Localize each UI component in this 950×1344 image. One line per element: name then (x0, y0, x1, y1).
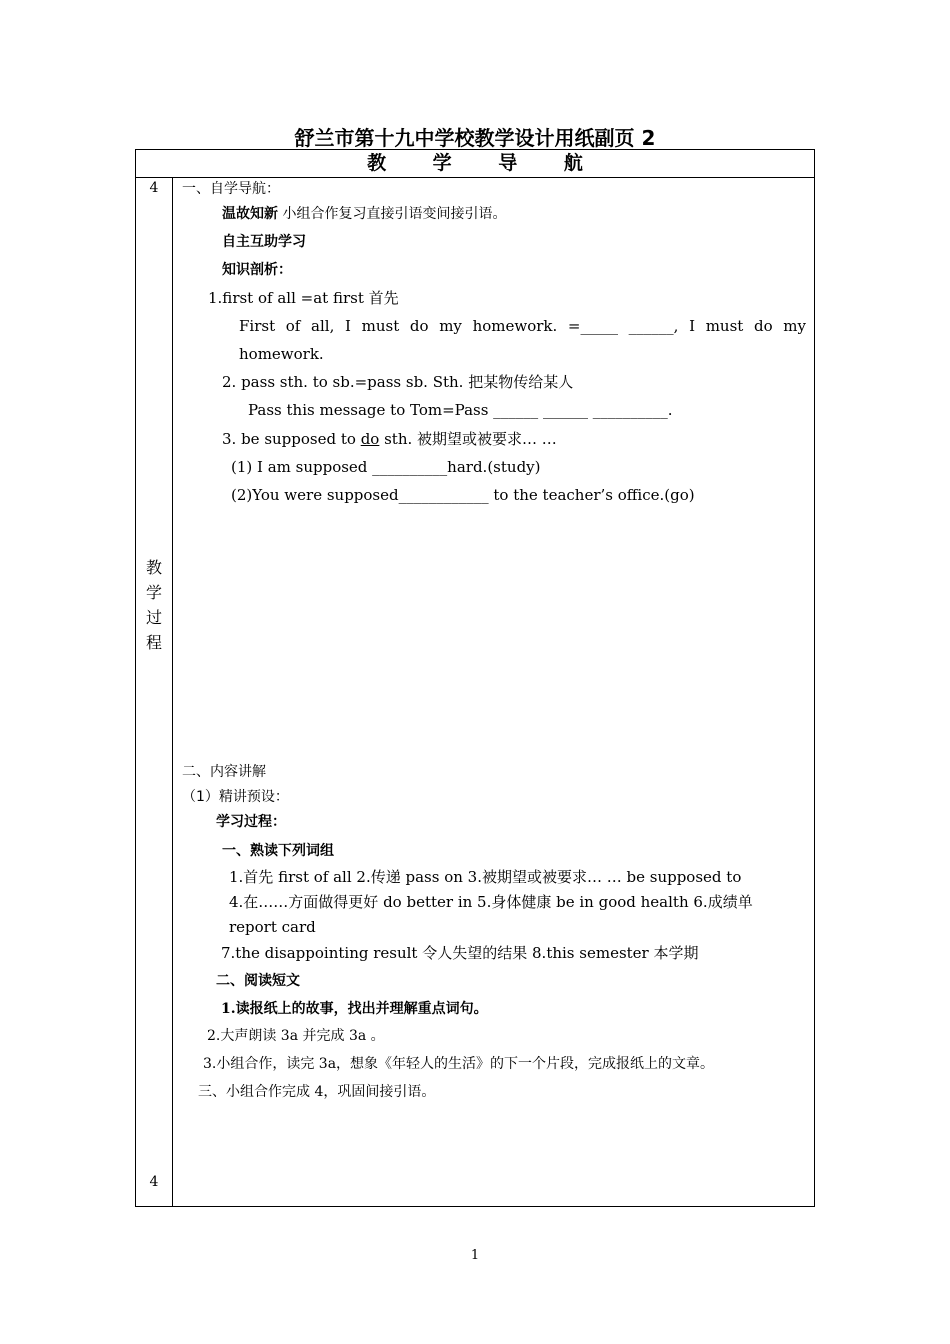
side-label-char: 过 (145, 608, 162, 627)
point-3-post: sth. 被期望或被要求… … (379, 430, 557, 448)
reading-task-1: 1.读报纸上的故事，找出并理解重点词句。 (221, 1001, 488, 1017)
side-label-char: 学 (145, 583, 162, 602)
section2-heading: 二、内容讲解 (182, 764, 266, 780)
analysis-heading: 知识剖析： (222, 262, 292, 278)
page-number: 1 (470, 1248, 480, 1263)
part1-heading: 一、熟读下列词组 (222, 843, 334, 859)
side-label-char: 程 (145, 633, 162, 652)
left-column (136, 178, 173, 1206)
point-3-example-2: (2)You were supposed____________ to the teacher’s office.(go) (231, 486, 695, 504)
section3-line: 三、小组合作完成 4，巩固间接引语。 (198, 1084, 436, 1100)
point-3 (222, 429, 557, 449)
point-3-do: do (360, 430, 380, 448)
phrase-line-4: 7.the disappointing result 令人失望的结果 8.this semester 本学期 (221, 944, 699, 962)
side-label-char: 教 (145, 558, 162, 577)
top-number: 4 (149, 180, 159, 196)
review-text: 小组合作复习直接引语变间接引语。 (278, 206, 507, 222)
process-heading: 学习过程： (216, 814, 286, 830)
section2-sub: （1）精讲预设： (182, 789, 289, 805)
table-header: 教 学 导 航 (136, 150, 814, 178)
review-title: 温故知新 (222, 206, 278, 222)
part2-heading: 二、阅读短文 (216, 973, 300, 989)
point-3-pre: 3. be supposed to (222, 430, 361, 448)
page-title: 舒兰市第十九中学校教学设计用纸副页 2 (294, 126, 656, 150)
phrase-line-1: 1.首先 first of all 2.传递 pass on 3.被期望或被要求… … be supposed to (229, 868, 742, 886)
point-3-example-1: (1) I am supposed __________hard.(study) (231, 458, 541, 476)
review-line (222, 204, 506, 224)
phrase-line-2: 4.在……方面做得更好 do better in 5.身体健康 be in good health 6.成绩单 (229, 893, 753, 911)
point-2-example: Pass this message to Tom=Pass ______ ______ __________. (248, 401, 673, 419)
bottom-number: 4 (149, 1174, 159, 1190)
phrase-line-3: report card (229, 918, 316, 936)
section1-heading: 一、自学导航： (182, 181, 280, 197)
self-study-heading: 自主互助学习 (222, 234, 306, 250)
side-label (136, 555, 172, 655)
reading-task-2: 2.大声朗读 3a 并完成 3a 。 (207, 1028, 385, 1044)
point-1-example-cont: homework. (239, 345, 324, 363)
point-1: 1.first of all =at first 首先 (208, 289, 399, 307)
point-1-example: First of all, I must do my homework. =_____ ______, I must do my (239, 317, 806, 335)
point-2: 2. pass sth. to sb.=pass sb. Sth. 把某物传给某人 (222, 373, 574, 391)
reading-task-3: 3.小组合作，读完 3a，想象《年轻人的生活》的下一个片段，完成报纸上的文章。 (203, 1056, 715, 1072)
